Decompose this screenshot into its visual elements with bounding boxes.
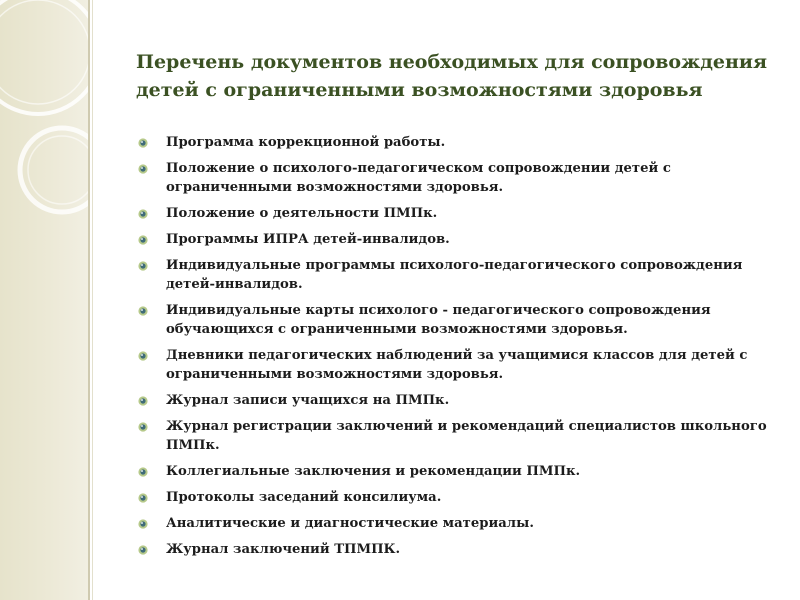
title-line: детей с ограниченными возможностями здоровья [136,79,703,101]
bullet-icon [138,261,148,271]
list-item-text: Журнал регистрации заключений и рекомендаций специалистов школьного ПМПк. [166,419,767,453]
bullet-icon [138,209,148,219]
list-item-text: Коллегиальные заключения и рекомендации ПМПк. [166,464,581,479]
list-item [134,540,774,559]
document-list [134,133,774,566]
bullet-icon [138,235,148,245]
list-item-text: Протоколы заседаний консилиума. [166,490,442,505]
list-item-text: Индивидуальные программы психолого-педагогического сопровождения детей-инвалидов. [166,258,743,292]
list-item [134,133,774,152]
list-item-text: Журнал записи учащихся на ПМПк. [166,393,450,408]
decorative-side-band [0,0,88,600]
bullet-icon [138,467,148,477]
list-item [134,301,774,339]
bullet-icon [138,138,148,148]
bullet-icon [138,164,148,174]
title-line: Перечень документов необходимых для сопровождения [136,51,768,73]
list-item [134,488,774,507]
bullet-icon [138,351,148,361]
list-item [134,204,774,223]
list-item [134,391,774,410]
bullet-icon [138,306,148,316]
bullet-icon [138,422,148,432]
list-item [134,346,774,384]
list-item-text: Дневники педагогических наблюдений за учащимися классов для детей с ограниченными возможностями здоровья. [166,348,748,382]
list-item [134,159,774,197]
divider [88,0,90,600]
list-item-text: Положение о психолого-педагогическом сопровождении детей с ограниченными возможностями здоровья. [166,161,671,195]
decorative-circles [0,0,88,260]
bullet-icon [138,396,148,406]
list-item-text: Аналитические и диагностические материалы. [166,516,534,531]
page-title [136,48,776,104]
list-item-text: Журнал заключений ТПМПК. [166,542,401,557]
bullet-icon [138,493,148,503]
list-item [134,230,774,249]
list-item [134,417,774,455]
bullet-icon [138,545,148,555]
list-item-text: Программа коррекционной работы. [166,135,446,150]
list-item [134,256,774,294]
list-item [134,462,774,481]
list-item [134,514,774,533]
list-item-text: Программы ИПРА детей-инвалидов. [166,232,450,247]
list-item-text: Положение о деятельности ПМПк. [166,206,438,221]
bullet-icon [138,519,148,529]
divider [92,0,93,600]
list-item-text: Индивидуальные карты психолого - педагогического сопровождения обучающихся с ограниченными возможностями здоровья. [166,303,711,337]
